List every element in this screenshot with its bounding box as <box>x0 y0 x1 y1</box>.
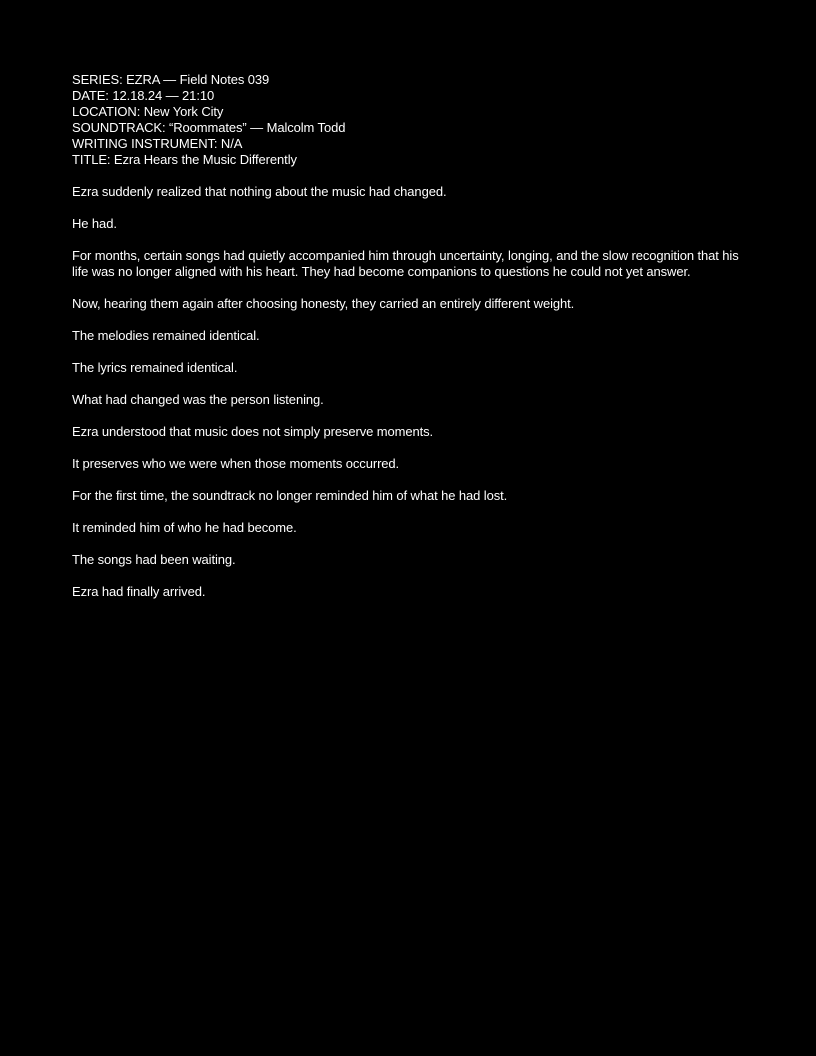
paragraph: It preserves who we were when those moments occurred. <box>72 456 400 471</box>
metadata-header <box>72 72 744 168</box>
paragraph: Now, hearing them again after choosing honesty, they carried an entirely different weight. <box>72 296 575 311</box>
paragraph: It reminded him of who he had become. <box>72 520 297 535</box>
paragraph: Ezra understood that music does not simply preserve moments. <box>72 424 434 439</box>
paragraph: What had changed was the person listening. <box>72 392 324 407</box>
paragraph: The lyrics remained identical. <box>72 360 238 375</box>
writing-instrument-line: WRITING INSTRUMENT: N/A <box>72 136 243 151</box>
soundtrack-line: SOUNDTRACK: “Roommates” — Malcolm Todd <box>72 120 346 135</box>
paragraph: Ezra had finally arrived. <box>72 584 206 599</box>
paragraph: For months, certain songs had quietly accompanied him through uncertainty, longing, and the slow recognition that his life was no longer aligned with his heart. They had become companions to questions he could not yet answer. <box>72 248 739 279</box>
paragraph: He had. <box>72 216 117 231</box>
paragraph: Ezra suddenly realized that nothing about the music had changed. <box>72 184 447 199</box>
paragraph: For the first time, the soundtrack no longer reminded him of what he had lost. <box>72 488 508 503</box>
location-line: LOCATION: New York City <box>72 104 224 119</box>
paragraph: The melodies remained identical. <box>72 328 260 343</box>
series-line: SERIES: EZRA — Field Notes 039 <box>72 72 270 87</box>
date-line: DATE: 12.18.24 — 21:10 <box>72 88 215 103</box>
title-line: TITLE: Ezra Hears the Music Differently <box>72 152 297 167</box>
paragraph: The songs had been waiting. <box>72 552 236 567</box>
document-page <box>72 72 744 616</box>
body-text <box>72 184 744 600</box>
